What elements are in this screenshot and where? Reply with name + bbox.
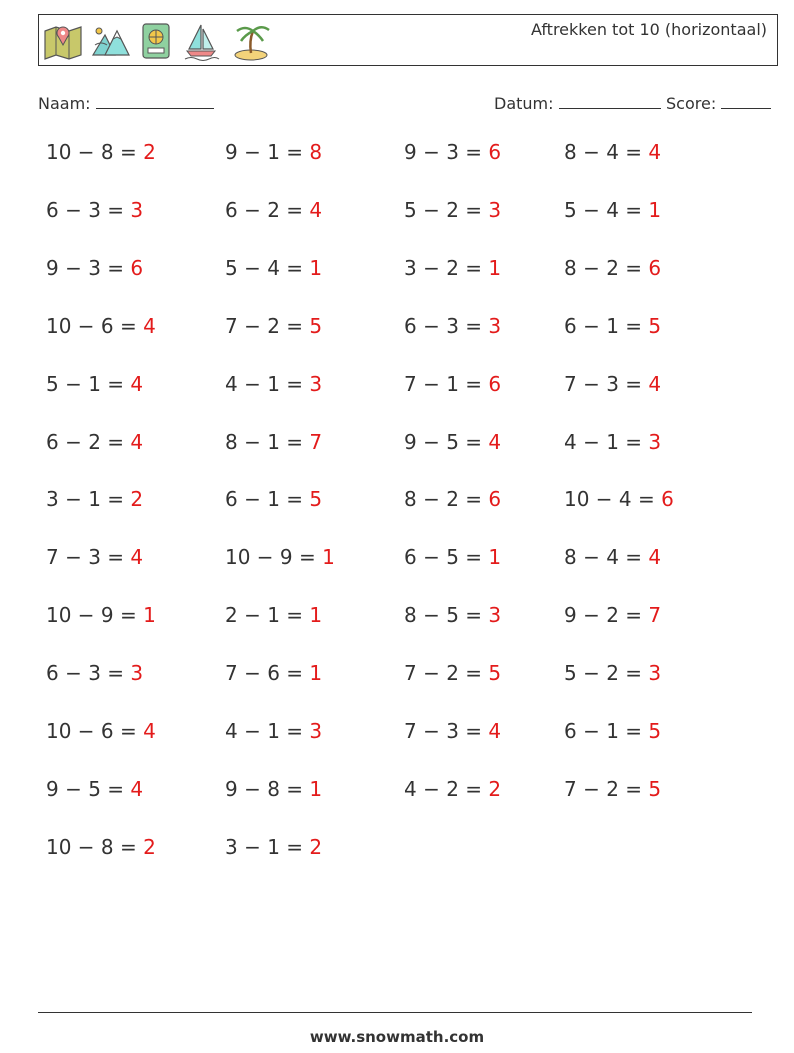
problem-item [46,140,156,164]
problem-item [46,545,143,569]
problem-answer: 6 [648,255,662,280]
problem-item [225,545,335,569]
problem-question: 10 − 8 = [46,140,144,164]
problem-question: 10 − 9 = [46,603,144,628]
problem-question: 7 − 2 = [564,776,649,801]
problem-answer: 5 [488,661,502,686]
problem-question: 6 − 1 = [564,719,649,743]
problem-answer: 4 [488,429,502,454]
problem-question: 8 − 2 = [404,487,489,512]
problem-answer: 3 [309,371,323,396]
problem-question: 9 − 3 = [46,255,131,280]
problem-item [225,777,322,801]
score-field [666,94,771,113]
date-label: Datum: [494,94,554,113]
problem-answer: 4 [648,140,662,164]
problem-item [225,314,322,338]
problem-item [564,430,661,454]
problem-answer: 4 [130,429,144,454]
problem-answer: 6 [488,371,502,396]
problem-question: 7 − 6 = [225,661,310,686]
problem-answer: 2 [309,834,323,859]
problem-item [564,661,661,685]
problem-question: 5 − 4 = [225,255,310,280]
problem-question: 7 − 2 = [404,661,489,686]
name-field [38,94,214,113]
problem-question: 7 − 3 = [404,719,489,743]
problem-answer: 2 [143,834,156,859]
problem-question: 6 − 1 = [225,487,310,512]
problem-question: 8 − 5 = [404,603,489,628]
date-line [559,94,661,109]
problem-question: 5 − 2 = [404,197,489,222]
problem-answer: 7 [648,603,662,628]
problem-question: 7 − 3 = [564,371,649,396]
problem-answer: 3 [488,197,502,222]
problem-answer: 4 [143,313,156,338]
problem-question: 3 − 1 = [46,487,131,512]
problem-item [225,661,322,685]
problem-item [404,314,501,338]
problem-question: 4 − 1 = [225,719,310,743]
score-label: Score: [666,94,717,113]
problem-item [564,140,661,164]
problem-item [225,140,322,164]
problem-answer: 2 [130,487,144,512]
problem-item [46,835,156,859]
problem-answer: 1 [143,603,156,628]
problem-item [564,198,661,222]
problem-question: 9 − 5 = [404,429,489,454]
problem-answer: 6 [661,487,674,512]
problem-answer: 2 [143,140,156,164]
problem-item [225,256,322,280]
problem-item [225,603,322,627]
problem-answer: 3 [309,719,323,743]
problem-question: 10 − 9 = [225,545,323,570]
problem-answer: 7 [309,429,323,454]
problem-answer: 4 [130,371,144,396]
problem-question: 9 − 8 = [225,776,310,801]
problem-question: 6 − 2 = [225,197,310,222]
problem-question: 9 − 2 = [564,603,649,628]
problem-answer: 4 [648,545,662,570]
problem-item [46,661,143,685]
problem-question: 7 − 1 = [404,371,489,396]
problem-answer: 3 [130,197,144,222]
footer-site: www.snowmath.com [309,1028,485,1046]
problem-question: 5 − 1 = [46,371,131,396]
problem-answer: 1 [488,545,502,570]
problem-answer: 3 [648,661,662,686]
palm-island-icon [229,21,273,61]
problem-answer: 6 [488,140,502,164]
problem-answer: 4 [143,719,156,743]
problem-question: 3 − 1 = [225,834,310,859]
date-field [494,94,661,113]
problem-answer: 6 [488,487,502,512]
problem-item [404,661,501,685]
problem-answer: 4 [488,719,502,743]
problem-answer: 1 [322,545,335,570]
problem-item [46,372,143,396]
problem-answer: 4 [130,545,144,570]
problem-question: 5 − 4 = [564,197,649,222]
problem-item [564,545,661,569]
problem-answer: 3 [488,603,502,628]
problem-question: 4 − 2 = [404,776,489,801]
problem-answer: 2 [488,776,502,801]
problem-item [404,256,501,280]
problem-question: 9 − 1 = [225,140,310,164]
problem-item [225,198,322,222]
problem-item [564,372,661,396]
problem-item [564,256,661,280]
problem-item [404,777,501,801]
problem-answer: 4 [130,776,144,801]
problem-item [404,372,501,396]
problem-answer: 5 [648,313,662,338]
problem-answer: 3 [130,661,144,686]
problem-item [564,719,661,743]
problem-item [404,140,501,164]
problem-item [404,430,501,454]
name-line [96,94,214,109]
problem-question: 4 − 1 = [564,429,649,454]
problem-answer: 5 [309,487,323,512]
problem-answer: 1 [488,255,502,280]
worksheet-header [38,14,778,66]
header-icons [43,19,273,63]
problem-answer: 1 [648,197,662,222]
problem-item [564,603,661,627]
problem-question: 6 − 5 = [404,545,489,570]
problem-item [564,487,674,511]
problem-question: 8 − 4 = [564,545,649,570]
problem-item [46,256,143,280]
problem-answer: 3 [488,313,502,338]
score-line [721,94,771,109]
problem-item [225,430,322,454]
problem-item [404,545,501,569]
problem-item [564,314,661,338]
problem-question: 10 − 4 = [564,487,662,512]
problem-answer: 6 [130,255,144,280]
problem-answer: 5 [309,313,323,338]
problem-question: 8 − 2 = [564,255,649,280]
problem-item [46,198,143,222]
problem-question: 8 − 4 = [564,140,649,164]
problem-question: 10 − 6 = [46,313,144,338]
problem-item [46,603,156,627]
problem-question: 7 − 2 = [225,313,310,338]
problem-item [564,777,661,801]
problem-question: 7 − 3 = [46,545,131,570]
problem-answer: 5 [648,719,662,743]
problem-question: 6 − 3 = [404,313,489,338]
problem-question: 5 − 2 = [564,661,649,686]
problem-question: 8 − 1 = [225,429,310,454]
problem-item [225,487,322,511]
problem-item [46,430,143,454]
problem-item [225,719,322,743]
mountains-icon [91,21,131,61]
problem-question: 6 − 2 = [46,429,131,454]
worksheet-title: Aftrekken tot 10 (horizontaal) [530,20,767,39]
passport-icon [139,21,173,61]
problem-answer: 4 [648,371,662,396]
problem-question: 3 − 2 = [404,255,489,280]
problem-answer: 3 [648,429,662,454]
problem-item [225,835,322,859]
problem-item [404,487,501,511]
problem-question: 9 − 3 = [404,140,489,164]
problem-item [404,198,501,222]
problem-question: 10 − 6 = [46,719,144,743]
sailboat-icon [181,21,221,61]
problem-item [404,719,501,743]
map-icon [43,21,83,61]
problem-answer: 5 [648,776,662,801]
problem-question: 6 − 1 = [564,313,649,338]
problem-item [46,719,156,743]
problem-answer: 1 [309,255,323,280]
problem-question: 4 − 1 = [225,371,310,396]
problem-item [225,372,322,396]
problem-question: 6 − 3 = [46,661,131,686]
problem-question: 2 − 1 = [225,603,310,628]
footer-divider [38,1012,752,1013]
problem-answer: 1 [309,776,323,801]
problem-answer: 1 [309,661,323,686]
problem-question: 9 − 5 = [46,776,131,801]
problem-answer: 4 [309,197,323,222]
problem-item [46,487,143,511]
problem-item [404,603,501,627]
problem-question: 6 − 3 = [46,197,131,222]
problem-item [46,314,156,338]
name-label: Naam: [38,94,91,113]
problem-answer: 8 [309,140,323,164]
problem-answer: 1 [309,603,323,628]
problem-item [46,777,143,801]
problem-question: 10 − 8 = [46,834,144,859]
